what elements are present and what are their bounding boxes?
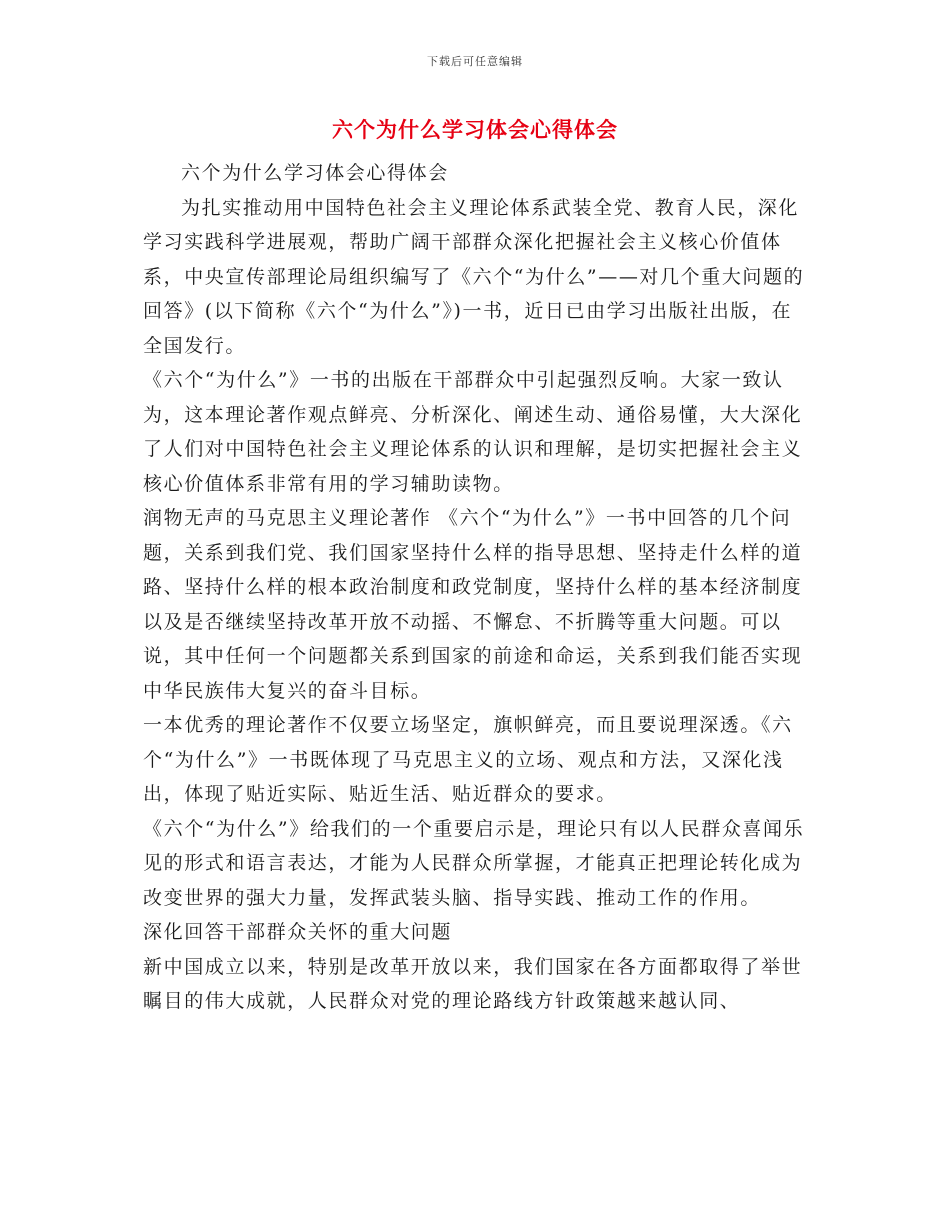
document-title: 六个为什么学习体会心得体会 [332, 117, 618, 142]
section-heading: 深化回答干部群众关怀的重大问题 [143, 921, 453, 943]
page-header-note: 下载后可任意编辑 [427, 55, 523, 68]
paragraph-response: 《六个“为什么”》一书的出版在干部群众中引起强烈反响。大家一致认为，这本理论著作观点鲜亮、分析深化、阐述生动、通俗易懂，大大深化了人们对中国特色社会主义理论体系的认识和理解，是切实把握社会主义核心价值体系非常有用的学习辅助读物。 [143, 369, 803, 495]
paragraph-marxist-theory: 润物无声的马克思主义理论著作 《六个“为什么”》一书中回答的几个问题，关系到我们党、我们国家坚持什么样的指导思想、坚持走什么样的道路、坚持什么样的根本政治制度和政党制度，坚持什么样的基本经济制度以及是否继续坚持改革开放不动摇、不懈怠、不折腾等重大问题。可以说，其中任何一个问题都关系到国家的前途和命运，关系到我们能否实现中华民族伟大复兴的奋斗目标。 [143, 507, 803, 702]
document-body [143, 156, 808, 1019]
document-subtitle: 六个为什么学习体会心得体会 [181, 162, 449, 184]
paragraph-since-founding: 新中国成立以来，特别是改革开放以来，我们国家在各方面都取得了举世瞩目的伟大成就，人民群众对党的理论路线方针政策越来越认同、 [143, 955, 803, 1012]
paragraph-intro: 为扎实推动用中国特色社会主义理论体系武装全党、教育人民，深化学习实践科学进展观，帮助广阔干部群众深化把握社会主义核心价值体系，中央宣传部理论局组织编写了《六个“为什么”——对几个重大问题的回答》(以下简称《六个“为什么”》)一书，近日已由学习出版社出版，在全国发行。 [143, 196, 805, 357]
paragraph-inspiration: 《六个“为什么”》给我们的一个重要启示是，理论只有以人民群众喜闻乐见的形式和语言表达，才能为人民群众所掌握，才能真正把理论转化成为改变世界的强大力量，发挥武装头脑、指导实践、推动工作的作用。 [143, 817, 805, 909]
paragraph-excellent-work: 一本优秀的理论著作不仅要立场坚定，旗帜鲜亮，而且要说理深透。《六个“为什么”》一书既体现了马克思主义的立场、观点和方法，又深化浅出，体现了贴近实际、贴近生活、贴近群众的要求。 [143, 714, 793, 805]
